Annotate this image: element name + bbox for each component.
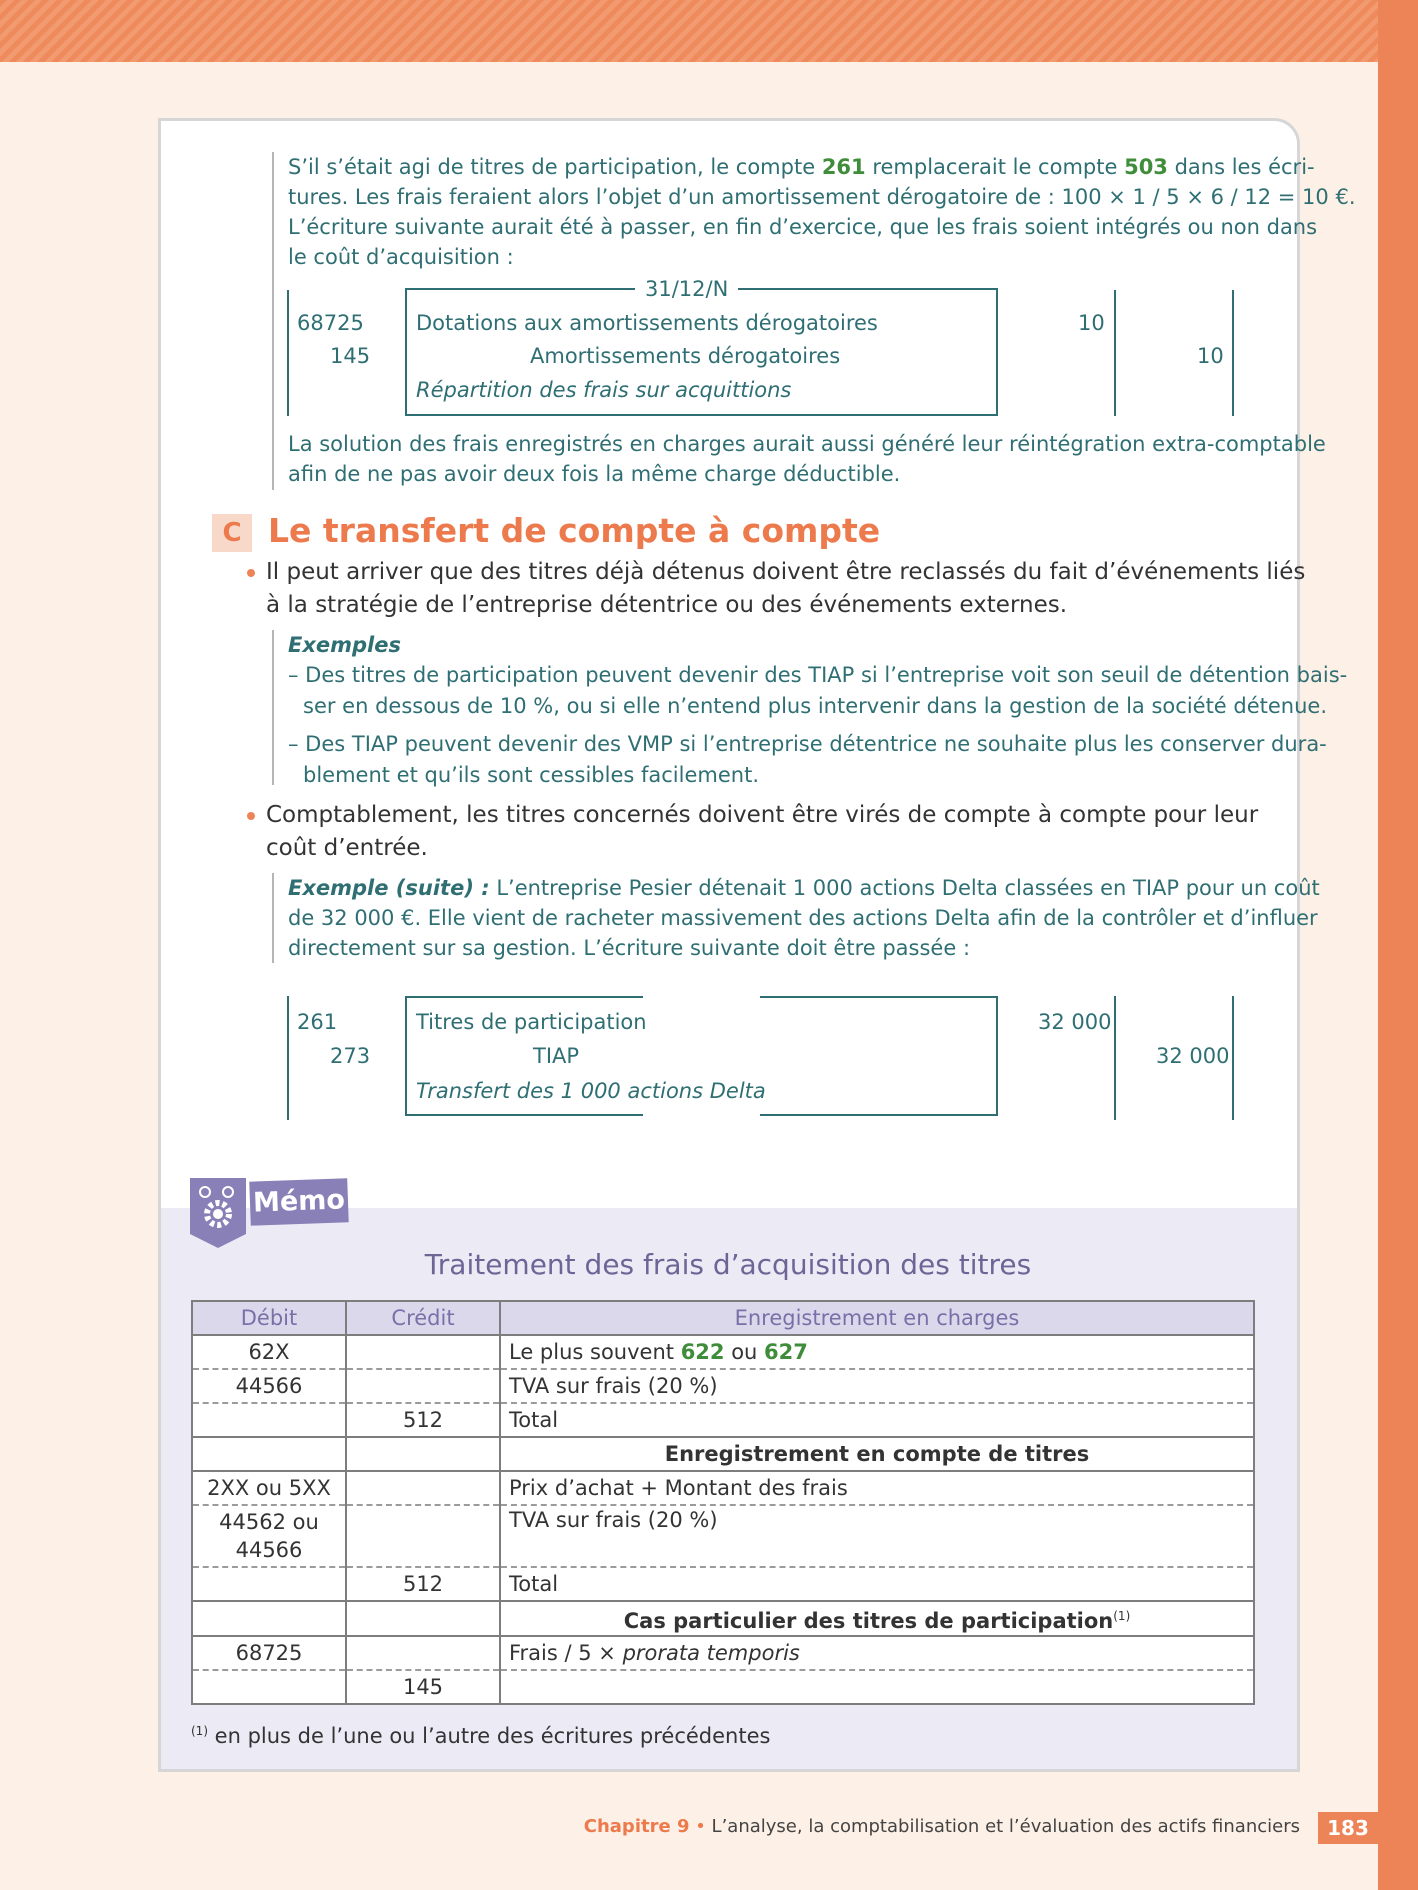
footer-chapter: Chapitre 9 [583,1816,690,1837]
bullet-dot-1 [247,569,255,577]
section2-heading: Enregistrement en compte de titres [500,1437,1254,1471]
journal1-debit-rule [1114,290,1116,416]
row5-credit [346,1505,500,1567]
journal1-date: 31/12/N [635,274,738,304]
journal2-debit-rule [1114,996,1116,1120]
row4-debit: 2XX ou 5XX [192,1471,346,1505]
row6-credit: 512 [346,1567,500,1601]
header-section1: Enregistrement en charges [500,1301,1254,1335]
intro-line-1: S’il s’était agi de titres de participation, le compte 261 remplacerait le compte 503 dans les écri- [288,155,1315,179]
journal1-row1-label: Dotations aux amortissements dérogatoires [416,311,878,335]
example-suite-line-3: directement sur sa gestion. L’écriture suivante doit être passée : [288,936,971,960]
memo-label: Mémo [249,1178,348,1225]
journal1-credit-rule [1232,290,1234,416]
table-row [192,1670,1254,1704]
example2-line-2: blement et qu’ils sont cessibles facilement. [303,763,759,787]
example1-line-2: ser en dessous de 10 %, ou si elle n’entend plus intervenir dans la gestion de la société détenue. [303,694,1328,718]
journal2-row2-label: TIAP [533,1044,580,1068]
row8-text [500,1670,1254,1704]
table-row [192,1403,1254,1437]
row6-text: Total [500,1567,1254,1601]
journal2-credit-rule [1232,996,1234,1120]
journal2-left-rule [287,996,289,1120]
page-footer: Chapitre 9 • L’analyse, la comptabilisation et l’évaluation des actifs financiers [583,1816,1300,1837]
row3-debit [192,1403,346,1437]
intro-line-2: tures. Les frais feraient alors l’objet d’un amortissement dérogatoire de : 100 × 1 / 5 × 6 / 12 = 10 €. [288,185,1356,209]
table-row [192,1505,1254,1567]
section2-debit [192,1437,346,1471]
section3-credit [346,1601,500,1636]
row7-text: Frais / 5 × prorata temporis [500,1636,1254,1670]
section-letter-badge: C [212,514,252,552]
row2-debit: 44566 [192,1369,346,1403]
journal1-row2-account: 145 [330,344,371,368]
right-decorative-band [1378,0,1418,1890]
journal1-row1-account: 68725 [297,311,364,335]
row4-credit [346,1471,500,1505]
example-suite-line-1: Exemple (suite) : L’entreprise Pesier détenait 1 000 actions Delta classées en TIAP pour un coût [288,876,1320,900]
solution-line-2: afin de ne pas avoir deux fois la même charge déductible. [288,462,901,486]
table-row [192,1567,1254,1601]
row1-credit [346,1335,500,1369]
section3-debit [192,1601,346,1636]
row8-debit [192,1670,346,1704]
journal1-row1-debit: 10 [1078,311,1105,335]
bullet1-line-2: à la stratégie de l’entreprise détentrice ou des événements externes. [266,592,1068,618]
section2-credit [346,1437,500,1471]
journal2-row1-account: 261 [297,1010,338,1034]
header-debit: Débit [192,1301,346,1335]
journal2-top-gap [643,990,760,1000]
bullet2-line-1: Comptablement, les titres concernés doivent être virés de compte à compte pour leur [266,802,1259,828]
table-row [192,1335,1254,1369]
section3-heading: Cas particulier des titres de participation$^{(1)}$ [500,1601,1254,1636]
bullet-dot-2 [247,812,255,820]
journal1-memo: Répartition des frais sur acquittions [416,378,792,402]
bullet2-line-2: coût d’entrée. [266,835,428,861]
examples-vertical-rule [272,630,274,785]
example1-line-1: – Des titres de participation peuvent devenir des TIAP si l’entreprise voit son seuil de détention bais- [288,663,1348,687]
journal2-row1-label: Titres de participation [416,1010,647,1034]
memo-footnote: $^{(1)}$ en plus de l’une ou l’autre des écritures précédentes [191,1724,771,1748]
table-row [192,1369,1254,1403]
table-section-row [192,1437,1254,1471]
section-title: Le transfert de compte à compte [268,511,881,550]
memo-table [191,1300,1255,1705]
memo-title: Traitement des frais d’acquisition des titres [424,1248,1032,1281]
row1-debit: 62X [192,1335,346,1369]
solution-line-1: La solution des frais enregistrés en charges aurait aussi généré leur réintégration extra-comptable [288,432,1326,456]
example-suite-vertical-rule [272,873,274,963]
journal2-row2-account: 273 [330,1044,371,1068]
row3-text: Total [500,1403,1254,1437]
table-header-row [192,1301,1254,1335]
example2-line-1: – Des TIAP peuvent devenir des VMP si l’entreprise détentrice ne souhaite plus les conserver dura- [288,732,1327,756]
row5-debit: 44562 ou 44566 [192,1505,346,1567]
row4-text: Prix d’achat + Montant des frais [500,1471,1254,1505]
examples-heading: Exemples [288,633,401,657]
intro-vertical-rule [272,152,274,490]
row1-text: Le plus souvent 622 ou 627 [500,1335,1254,1369]
journal1-row2-credit: 10 [1197,344,1224,368]
row6-debit [192,1567,346,1601]
bullet1-line-1: Il peut arriver que des titres déjà détenus doivent être reclassés du fait d’événements liés [266,559,1306,585]
intro-line-3: L’écriture suivante aurait été à passer, en fin d’exercice, que les frais soient intégrés ou non dans [288,215,1318,239]
row2-credit [346,1369,500,1403]
journal2-row1-debit: 32 000 [1038,1010,1112,1034]
journal2-memo: Transfert des 1 000 actions Delta [416,1079,766,1103]
row3-credit: 512 [346,1403,500,1437]
intro-line-4: le coût d’acquisition : [288,245,514,269]
row7-debit: 68725 [192,1636,346,1670]
top-decorative-band [0,0,1378,62]
header-credit: Crédit [346,1301,500,1335]
journal2-row2-credit: 32 000 [1156,1044,1230,1068]
gears-icon [190,1178,246,1238]
journal1-row2-label: Amortissements dérogatoires [530,344,841,368]
page-number: 183 [1318,1812,1378,1844]
row5-text: TVA sur frais (20 %) [500,1505,1254,1567]
journal2-bottom-gap [643,1112,760,1122]
row2-text: TVA sur frais (20 %) [500,1369,1254,1403]
journal1-left-rule [287,290,289,416]
footer-text: L’analyse, la comptabilisation et l’évaluation des actifs financiers [711,1816,1300,1837]
row7-credit [346,1636,500,1670]
memo-gears-icon [190,1178,246,1248]
table-row [192,1471,1254,1505]
example-suite-line-2: de 32 000 €. Elle vient de racheter massivement des actions Delta afin de la contrôler et d’influer [288,906,1318,930]
row8-credit: 145 [346,1670,500,1704]
table-row [192,1636,1254,1670]
table-section-row [192,1601,1254,1636]
